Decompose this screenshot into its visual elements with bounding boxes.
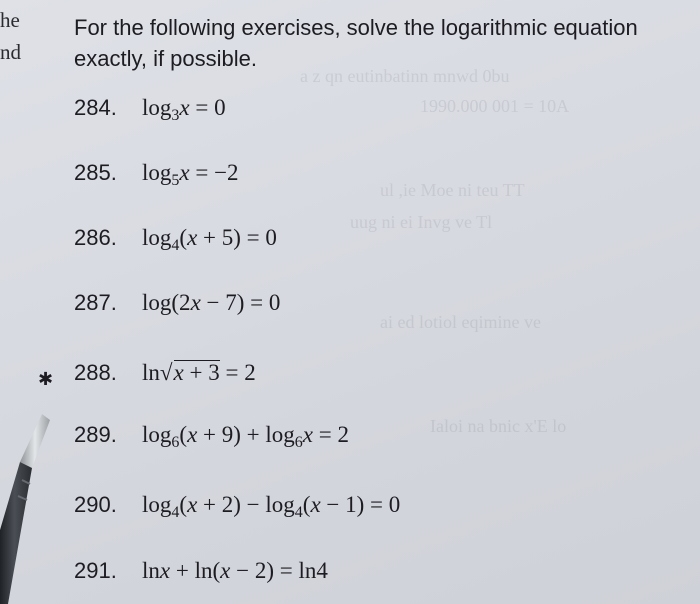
bleed-through-text: a z qn eutinbatinn mnwd 0bu — [300, 66, 510, 86]
exercise-287 — [74, 290, 280, 326]
equation: log(2x − 7) = 0 — [142, 290, 281, 315]
exercise-number: 286. — [74, 225, 117, 250]
exercise-number: 290. — [74, 492, 117, 517]
exercise-number: 285. — [74, 160, 117, 185]
equation: $\log_6(x + 9) + \log_6x = 2$ — [142, 422, 349, 451]
instructions-line-2: exactly, if possible. — [74, 46, 258, 71]
exercise-289 — [74, 422, 349, 458]
exercise-number: 288. — [74, 360, 117, 385]
instructions-line-1: For the following exercises, solve the logarithmic equation — [74, 15, 638, 40]
equation: $\log_3x = 0$ — [142, 95, 226, 124]
pen-icon — [0, 410, 60, 604]
star-marker-icon: ✱ — [38, 369, 54, 390]
exercise-291 — [74, 558, 328, 594]
exercise-number: 284. — [74, 95, 117, 120]
equation: lnx + ln(x − 2) = ln4 — [142, 558, 328, 583]
exercise-290 — [74, 492, 400, 528]
equation: $\log_4(x + 2) - \log_4(x - 1) = 0$ — [142, 492, 401, 521]
margin-text-second: nd — [0, 40, 21, 64]
exercise-286 — [74, 225, 277, 261]
exercise-284 — [74, 95, 226, 131]
equation: $\log_5x = -2$ — [142, 160, 239, 189]
bleed-through-text: ul ,ie Moe ni teu TT — [380, 180, 525, 200]
exercise-285 — [74, 160, 239, 196]
exercise-288 — [74, 360, 256, 396]
exercise-number: 289. — [74, 422, 117, 447]
bleed-through-text: Ialoi na bnic x'E lo — [430, 416, 567, 436]
exercise-number: 287. — [74, 290, 117, 315]
bleed-through-text: ai ed lotiol eqimine ve — [380, 312, 541, 332]
equation: $\log_4(x + 5) = 0$ — [142, 225, 277, 254]
exercise-instructions — [74, 12, 684, 74]
bleed-through-text: uug ni ei Invg ve Tl — [350, 212, 493, 232]
margin-text-top: he — [0, 8, 20, 32]
equation: ln√x + 3 = 2 — [142, 360, 256, 385]
exercise-number: 291. — [74, 558, 117, 583]
bleed-through-text: 1990.000 001 = 10A — [420, 96, 570, 116]
